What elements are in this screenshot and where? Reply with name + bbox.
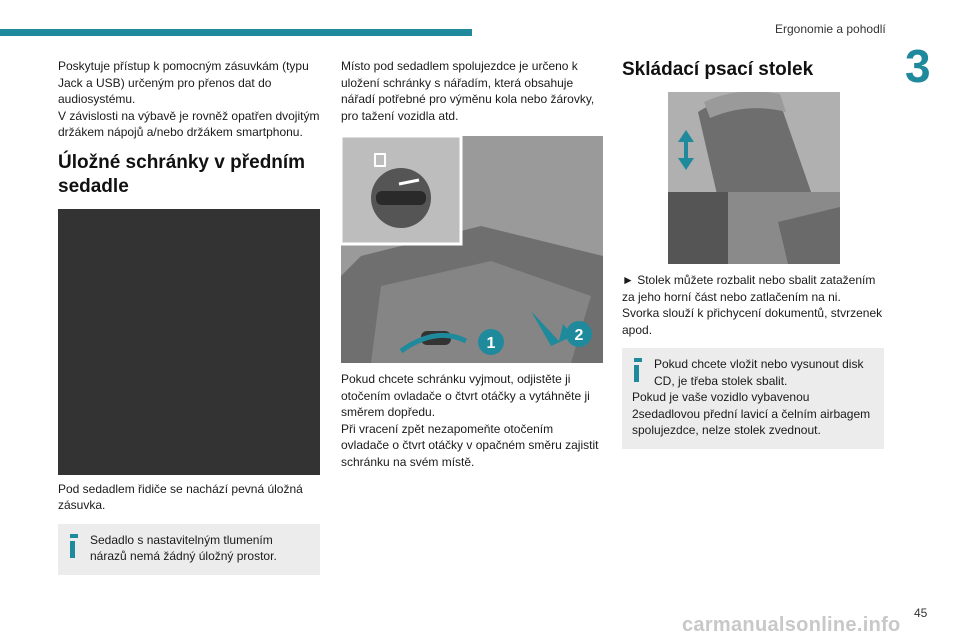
toolbox-return-text: Při vracení zpět nezapomeňte otočením ovladače o čtvrt otáčky v opačném směru zajistit schránku na svém místě. [341,421,599,469]
column-1 [58,58,320,575]
desk-instruction: ► Stolek můžete rozbalit nebo sbalit zatažením za jeho horní část nebo zatlačením na ni. [622,273,876,304]
chapter-number: 3 [905,40,931,92]
desk-note-airbag: Pokud je vaše vozidlo vybavenou 2sedadlovou přední lavicí a čelním airbagem spolujezdce, nelze stolek zvednout. [632,390,871,437]
desk-info-note [622,348,884,449]
watermark: carmanualsonline.info [682,614,901,636]
page-number: 45 [914,606,928,620]
toolbox-remove-text: Pokud chcete schránku vyjmout, odjistěte ji otočením ovladače o čtvrt otáčky a vytáhněte ji směrem dopředu. [341,372,590,419]
desk-note-cd: Pokud chcete vložit nebo vysunout disk CD, je třeba stolek sbalit. [654,357,864,388]
intro-paragraph-2: V závislosti na výbavě je rovněž opatřen dvojitým držákem nápojů a/nebo držákem smartphonu. [58,108,320,139]
info-note-text: Sedadlo s nastavitelným tlumením nárazů nemá žádný úložný prostor. [90,532,277,563]
seat-storage-image [58,209,320,475]
toolbox-intro: Místo pod sedadlem spolujezdce je určeno k uložení schránky s nářadím, která obsahuje nářadí potřebné pro výměnu kola nebo žárovky, pro tažení vozidla atd. [341,59,595,123]
desk-clip-text: Svorka slouží k přichycení dokumentů, stvrzenek apod. [622,306,883,337]
info-icon [70,534,78,560]
intro-paragraph: Poskytuje přístup k pomocným zásuvkám (typu Jack a USB) určeným pro přenos dat do audiosystému. [58,59,309,106]
column-3 [622,58,884,449]
desk-illustration [668,92,840,264]
callout-1-label: 1 [486,335,496,352]
column-2 [341,58,603,470]
section-heading-desk: Skládací psací stolek [622,59,814,80]
header-accent-bar [0,29,472,36]
seat-storage-caption: Pod sedadlem řidiče se nachází pevná úložná zásuvka. [58,481,303,512]
section-heading-seat-storage: Úložné schránky v předním sedadle [58,151,306,197]
toolbox-illustration [341,136,603,363]
info-icon [634,358,642,384]
callout-2-label: 2 [574,327,584,344]
chapter-title: Ergonomie a pohodlí [775,22,886,36]
info-note [58,524,320,575]
